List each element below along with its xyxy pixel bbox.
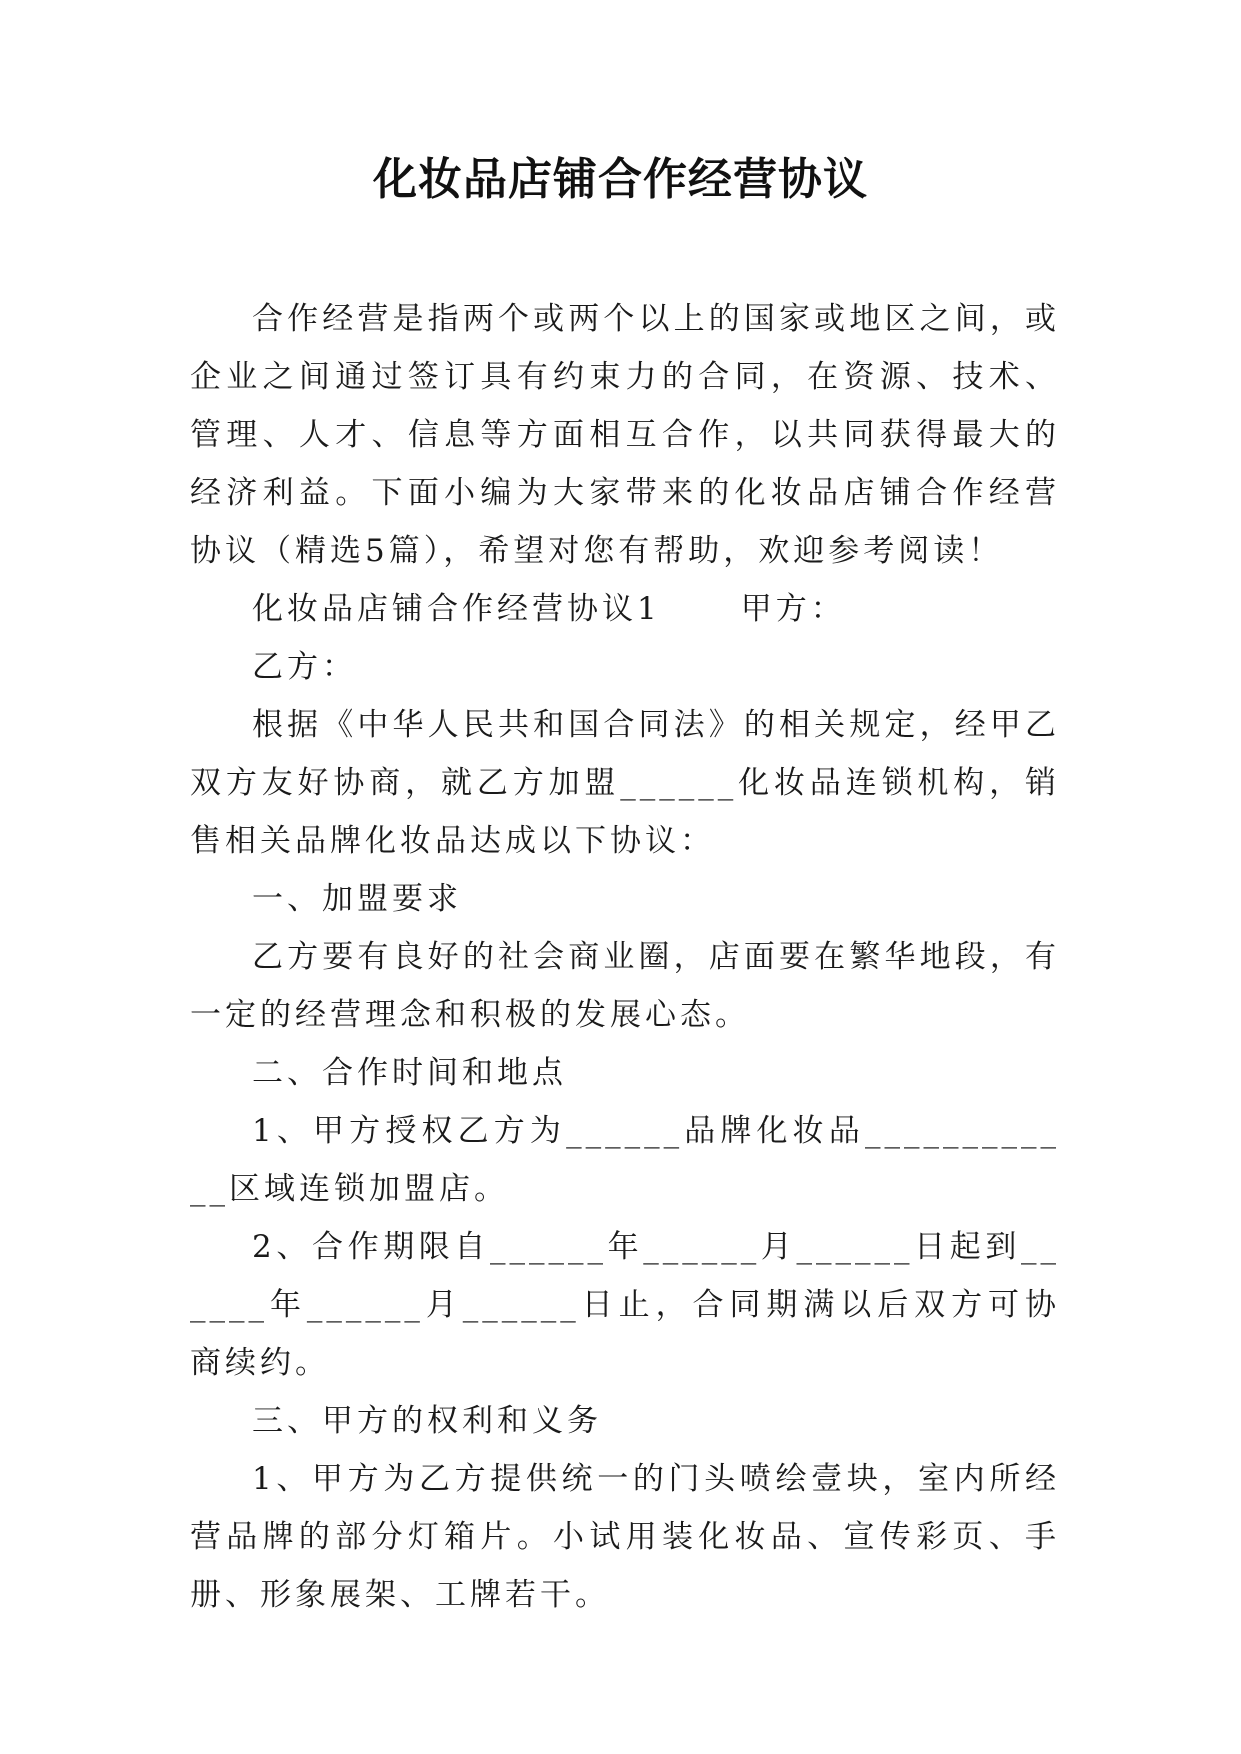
section3-heading: 三、甲方的权利和义务	[252, 1403, 602, 1439]
party-a-label: 甲方：	[740, 591, 846, 627]
party-b-label: 乙方：	[252, 649, 357, 685]
section1-paragraph: 乙方要有良好的社会商业圈，店面要在繁华地段，有一定的经营理念和积极的发展心态。	[190, 939, 1060, 1033]
section2-item-1: 1、甲方授权乙方为______品牌化妆品____________区域连锁加盟店。	[190, 1113, 1060, 1207]
agreement-heading: 化妆品店铺合作经营协议1	[252, 591, 661, 627]
preamble-paragraph: 根据《中华人民共和国合同法》的相关规定，经甲乙双方友好协商，就乙方加盟______化妆品连锁机构，销售相关品牌化妆品达成以下协议：	[190, 707, 1060, 859]
document-body	[190, 290, 1060, 1624]
section2-heading: 二、合作时间和地点	[252, 1055, 567, 1091]
section1-heading: 一、加盟要求	[252, 881, 462, 917]
agreement-heading-line	[190, 580, 1060, 638]
intro-paragraph: 合作经营是指两个或两个以上的国家或地区之间，或企业之间通过签订具有约束力的合同，在资源、技术、管理、人才、信息等方面相互合作，以共同获得最大的经济利益。下面小编为大家带来的化妆品店铺合作经营协议（精选5篇），希望对您有帮助，欢迎参考阅读！	[190, 301, 1060, 569]
section3-item-1: 1、甲方为乙方提供统一的门头喷绘壹块，室内所经营品牌的部分灯箱片。小试用装化妆品、宣传彩页、手册、形象展架、工牌若干。	[190, 1461, 1060, 1613]
document-title: 化妆品店铺合作经营协议	[373, 154, 868, 205]
section2-item-2: 2、合作期限自______年______月______日起到______年______月______日止，合同期满以后双方可协商续约。	[190, 1229, 1060, 1381]
